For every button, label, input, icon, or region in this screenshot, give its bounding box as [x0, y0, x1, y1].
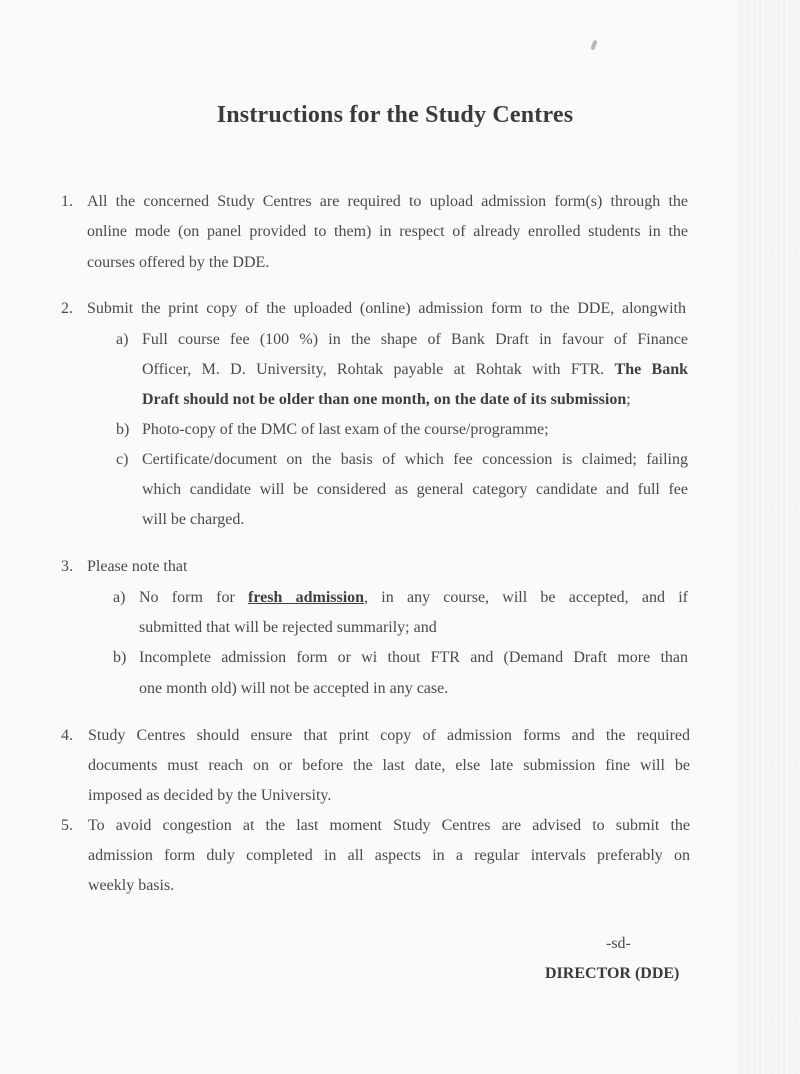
item-2c-marker: c) — [116, 451, 129, 468]
item-2b-line-1: Photo-copy of the DMC of last exam of the course/programme; — [142, 421, 549, 438]
item-2c-line-2: which candidate will be considered as general category candidate and full fee — [142, 481, 688, 498]
item-1-number: 1. — [61, 193, 73, 210]
item-5-line-2: admission form duly completed in all aspects in a regular intervals preferably on — [88, 847, 690, 864]
item-2b-marker: b) — [116, 421, 130, 438]
item-2-lead: Submit the print copy of the uploaded (online) admission form to the DDE, alongwith — [87, 300, 686, 317]
item-2a-line-2: Officer, M. D. University, Rohtak payable at Rohtak with FTR. The Bank — [142, 361, 688, 378]
item-2-number: 2. — [61, 300, 73, 317]
item-3a-marker: a) — [113, 589, 126, 606]
signature-designation: DIRECTOR (DDE) — [545, 965, 680, 982]
item-3b-line-1: Incomplete admission form or wi thout FTR and (Demand Draft more than — [139, 649, 688, 666]
document-title: Instructions for the Study Centres — [216, 102, 574, 128]
item-5-line-3: weekly basis. — [88, 877, 175, 894]
item-4-line-1: Study Centres should ensure that print copy of admission forms and the required — [88, 727, 690, 744]
signature-sd: -sd- — [606, 935, 631, 952]
scan-edge-noise — [738, 0, 800, 1074]
item-3a-line-2: submitted that will be rejected summarily; and — [139, 619, 437, 636]
item-4-number: 4. — [61, 727, 73, 744]
item-4-line-2: documents must reach on or before the last date, else late submission fine will be — [88, 757, 690, 774]
item-1-line-3: courses offered by the DDE. — [87, 254, 270, 271]
item-3b-line-2: one month old) will not be accepted in any case. — [139, 680, 449, 697]
item-2c-line-3: will be charged. — [142, 511, 245, 528]
scan-speck — [590, 40, 597, 51]
item-3b-marker: b) — [113, 649, 127, 666]
item-2a-marker: a) — [116, 331, 129, 348]
item-2a-line-3: Draft should not be older than one month, on the date of its submission; — [142, 391, 631, 408]
item-2a-line-1: Full course fee (100 %) in the shape of Bank Draft in favour of Finance — [142, 331, 688, 348]
item-5-line-1: To avoid congestion at the last moment Study Centres are advised to submit the — [88, 817, 690, 834]
item-2c-line-1: Certificate/document on the basis of which fee concession is claimed; failing — [142, 451, 688, 468]
item-3a-line-1: No form for fresh admission, in any course, will be accepted, and if — [139, 589, 688, 606]
item-1-line-1: All the concerned Study Centres are required to upload admission form(s) through the — [87, 193, 688, 210]
item-3-lead: Please note that — [87, 558, 188, 575]
item-4-line-3: imposed as decided by the University. — [88, 787, 332, 804]
item-3-number: 3. — [61, 558, 73, 575]
item-1-line-2: online mode (on panel provided to them) in respect of already enrolled students in the — [87, 223, 688, 240]
item-5-number: 5. — [61, 817, 73, 834]
